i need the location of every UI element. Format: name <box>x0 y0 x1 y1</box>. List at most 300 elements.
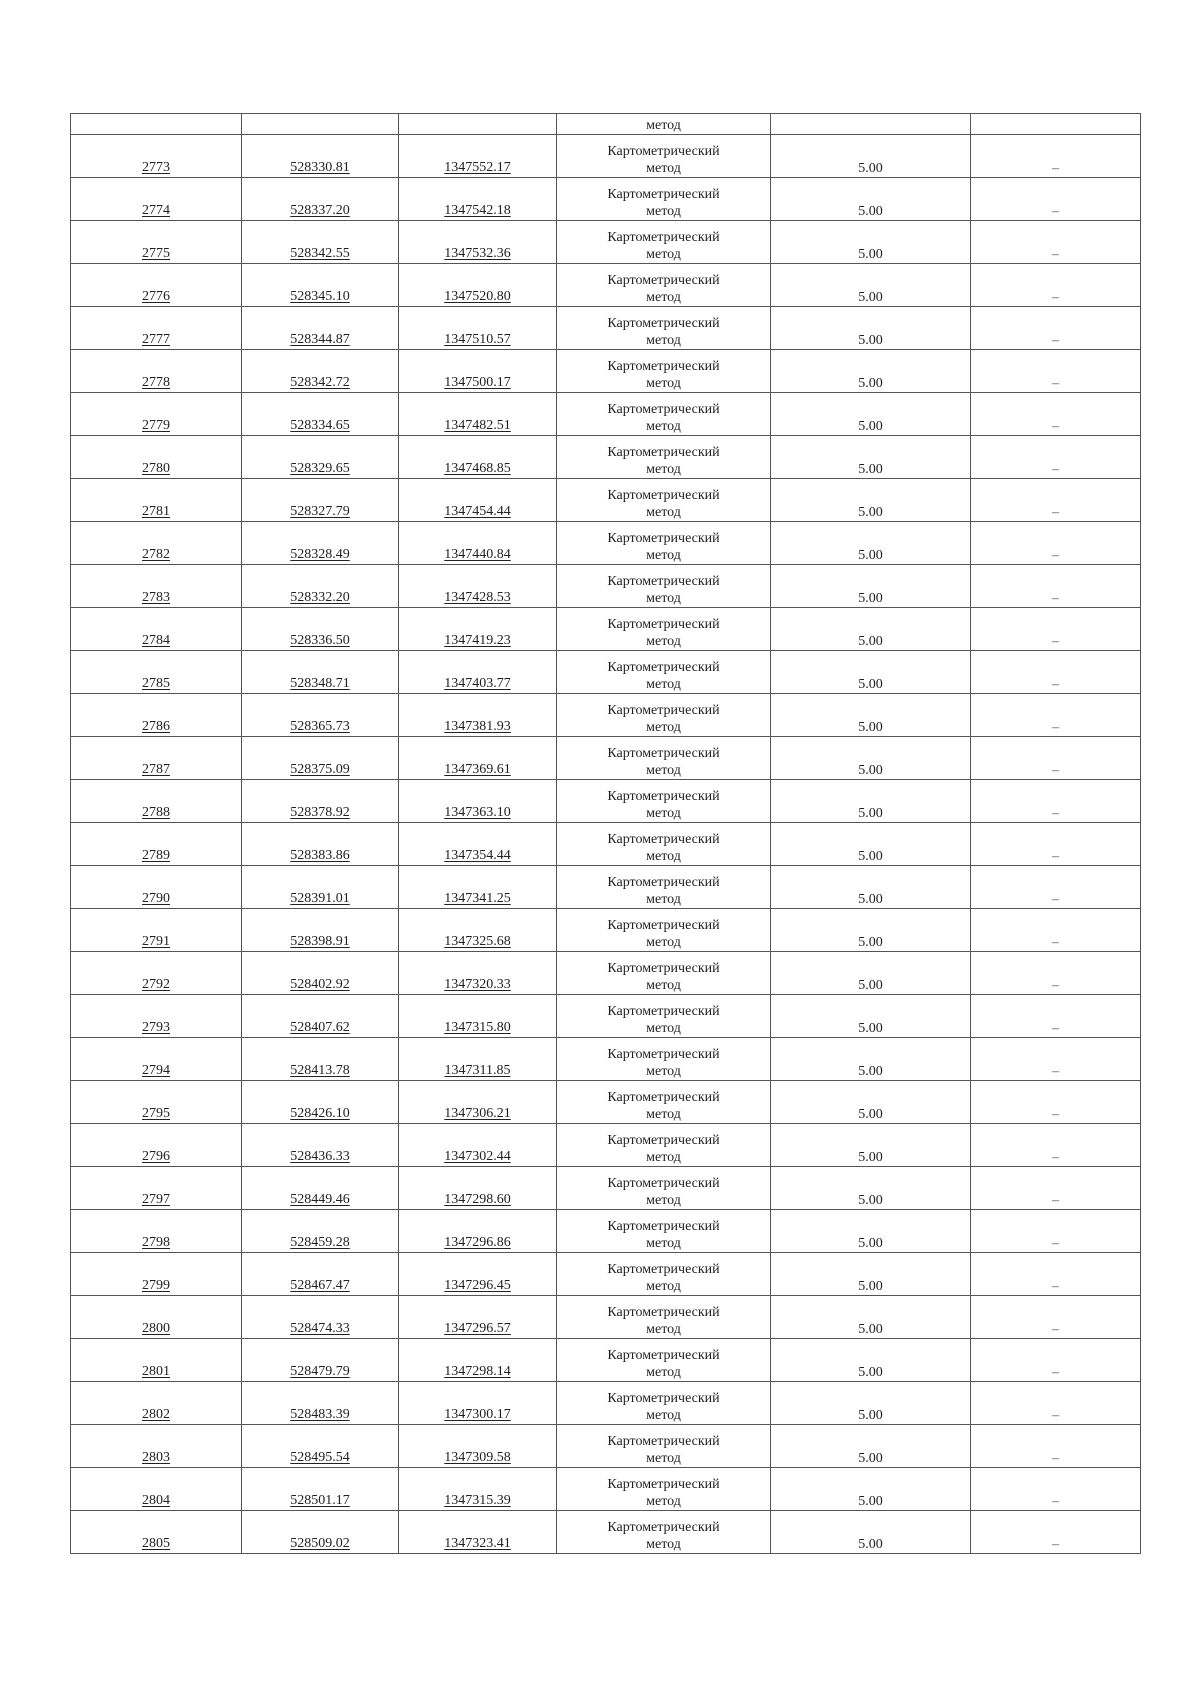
method-line1: Картометрический <box>607 1477 720 1492</box>
y-cell <box>399 608 557 651</box>
y-coordinate: 1347302.44 <box>444 1149 511 1164</box>
error-cell <box>771 264 971 307</box>
error-value: 5.00 <box>858 1537 883 1552</box>
x-coordinate: 528378.92 <box>290 805 350 820</box>
method-line1: Картометрический <box>607 1219 720 1234</box>
method-line2: метод <box>646 763 681 778</box>
x-cell <box>242 1038 399 1081</box>
x-cell <box>242 436 399 479</box>
method-line2: метод <box>646 161 681 176</box>
point-cell <box>71 1382 242 1425</box>
method-cell <box>557 1124 771 1167</box>
error-cell <box>771 479 971 522</box>
y-cell <box>399 1081 557 1124</box>
point-number: 2787 <box>142 762 170 777</box>
point-number: 2804 <box>142 1493 170 1508</box>
x-cell <box>242 1124 399 1167</box>
method-line1: Картометрический <box>607 1348 720 1363</box>
note-value: – <box>1052 505 1059 520</box>
y-coordinate: 1347482.51 <box>444 418 511 433</box>
method-cell <box>557 565 771 608</box>
y-coordinate: 1347298.60 <box>444 1192 511 1207</box>
y-cell <box>399 780 557 823</box>
note-value: – <box>1052 1021 1059 1036</box>
note-cell <box>971 1124 1141 1167</box>
note-value: – <box>1052 1408 1059 1423</box>
x-coordinate: 528398.91 <box>290 934 350 949</box>
note-value: – <box>1052 1365 1059 1380</box>
y-coordinate: 1347381.93 <box>444 719 511 734</box>
point-cell <box>71 178 242 221</box>
point-cell <box>71 1511 242 1554</box>
method-tail: метод <box>646 118 681 133</box>
y-cell <box>399 823 557 866</box>
method-cell <box>557 350 771 393</box>
error-value: 5.00 <box>858 935 883 950</box>
method-line1: Картометрический <box>607 1004 720 1019</box>
note-cell <box>971 608 1141 651</box>
error-cell <box>771 866 971 909</box>
table-row <box>71 1425 1141 1468</box>
x-cell <box>242 350 399 393</box>
point-cell <box>71 1124 242 1167</box>
y-coordinate: 1347510.57 <box>444 332 511 347</box>
note-cell <box>971 114 1141 135</box>
method-cell <box>557 1167 771 1210</box>
method-line1: Картометрический <box>607 832 720 847</box>
y-coordinate: 1347309.58 <box>444 1450 511 1465</box>
point-number: 2789 <box>142 848 170 863</box>
method-cell <box>557 436 771 479</box>
x-cell <box>242 307 399 350</box>
x-cell <box>242 1511 399 1554</box>
x-coordinate: 528328.49 <box>290 547 350 562</box>
method-cell <box>557 1425 771 1468</box>
table-row <box>71 479 1141 522</box>
x-coordinate: 528467.47 <box>290 1278 350 1293</box>
note-cell <box>971 1167 1141 1210</box>
error-cell <box>771 522 971 565</box>
point-number: 2785 <box>142 676 170 691</box>
point-cell <box>71 1296 242 1339</box>
table-row <box>71 221 1141 264</box>
note-value: – <box>1052 1236 1059 1251</box>
x-coordinate: 528426.10 <box>290 1106 350 1121</box>
point-cell <box>71 350 242 393</box>
point-number: 2774 <box>142 203 170 218</box>
error-cell <box>771 780 971 823</box>
x-cell <box>242 1253 399 1296</box>
table-row <box>71 1382 1141 1425</box>
x-cell <box>242 780 399 823</box>
table-row <box>71 393 1141 436</box>
method-cell <box>557 823 771 866</box>
method-line1: Картометрический <box>607 789 720 804</box>
method-cell <box>557 995 771 1038</box>
table-row <box>71 565 1141 608</box>
note-cell <box>971 479 1141 522</box>
point-cell <box>71 135 242 178</box>
error-value: 5.00 <box>858 505 883 520</box>
method-line1: Картометрический <box>607 1391 720 1406</box>
y-cell <box>399 114 557 135</box>
note-value: – <box>1052 1537 1059 1552</box>
y-coordinate: 1347468.85 <box>444 461 511 476</box>
note-cell <box>971 780 1141 823</box>
method-line2: метод <box>646 591 681 606</box>
point-number: 2788 <box>142 805 170 820</box>
method-line2: метод <box>646 892 681 907</box>
note-cell <box>971 1382 1141 1425</box>
method-line1: Картометрический <box>607 316 720 331</box>
point-number: 2798 <box>142 1235 170 1250</box>
method-cell <box>557 1339 771 1382</box>
point-cell <box>71 909 242 952</box>
error-value: 5.00 <box>858 677 883 692</box>
table-row <box>71 1210 1141 1253</box>
error-value: 5.00 <box>858 763 883 778</box>
y-cell <box>399 307 557 350</box>
x-coordinate: 528365.73 <box>290 719 350 734</box>
y-coordinate: 1347323.41 <box>444 1536 511 1551</box>
error-cell <box>771 178 971 221</box>
note-cell <box>971 1210 1141 1253</box>
y-cell <box>399 1253 557 1296</box>
y-coordinate: 1347369.61 <box>444 762 511 777</box>
error-cell <box>771 823 971 866</box>
error-cell <box>771 1167 971 1210</box>
note-value: – <box>1052 677 1059 692</box>
note-value: – <box>1052 1150 1059 1165</box>
table-row <box>71 1081 1141 1124</box>
error-value: 5.00 <box>858 247 883 262</box>
error-value: 5.00 <box>858 892 883 907</box>
x-coordinate: 528342.72 <box>290 375 350 390</box>
y-coordinate: 1347296.86 <box>444 1235 511 1250</box>
y-cell <box>399 1167 557 1210</box>
method-line1: Картометрический <box>607 1090 720 1105</box>
y-coordinate: 1347363.10 <box>444 805 511 820</box>
y-coordinate: 1347520.80 <box>444 289 511 304</box>
y-cell <box>399 135 557 178</box>
error-cell <box>771 1124 971 1167</box>
note-cell <box>971 1425 1141 1468</box>
point-cell <box>71 1167 242 1210</box>
method-line2: метод <box>646 548 681 563</box>
error-value: 5.00 <box>858 548 883 563</box>
y-coordinate: 1347440.84 <box>444 547 511 562</box>
point-number: 2777 <box>142 332 170 347</box>
error-cell <box>771 952 971 995</box>
x-cell <box>242 178 399 221</box>
note-cell <box>971 1468 1141 1511</box>
method-line2: метод <box>646 1537 681 1552</box>
note-value: – <box>1052 1451 1059 1466</box>
method-line2: метод <box>646 204 681 219</box>
method-line1: Картометрический <box>607 918 720 933</box>
x-cell <box>242 737 399 780</box>
method-line1: Картометрический <box>607 1434 720 1449</box>
note-cell <box>971 1511 1141 1554</box>
table-row <box>71 952 1141 995</box>
table-row <box>71 995 1141 1038</box>
note-value: – <box>1052 462 1059 477</box>
method-line1: Картометрический <box>607 617 720 632</box>
method-cell <box>557 1382 771 1425</box>
table-row <box>71 737 1141 780</box>
point-cell <box>71 823 242 866</box>
error-value: 5.00 <box>858 161 883 176</box>
y-coordinate: 1347320.33 <box>444 977 511 992</box>
point-number: 2783 <box>142 590 170 605</box>
error-cell <box>771 995 971 1038</box>
error-cell <box>771 1038 971 1081</box>
note-value: – <box>1052 333 1059 348</box>
method-line1: Картометрический <box>607 488 720 503</box>
error-value: 5.00 <box>858 1494 883 1509</box>
x-cell <box>242 393 399 436</box>
method-cell <box>557 780 771 823</box>
error-cell <box>771 1253 971 1296</box>
method-line2: метод <box>646 1236 681 1251</box>
y-coordinate: 1347454.44 <box>444 504 511 519</box>
error-cell <box>771 350 971 393</box>
table-row <box>71 823 1141 866</box>
y-cell <box>399 1296 557 1339</box>
point-number: 2786 <box>142 719 170 734</box>
note-value: – <box>1052 978 1059 993</box>
x-cell <box>242 264 399 307</box>
error-value: 5.00 <box>858 290 883 305</box>
error-value: 5.00 <box>858 1021 883 1036</box>
x-cell <box>242 221 399 264</box>
method-cell <box>557 909 771 952</box>
error-value: 5.00 <box>858 1279 883 1294</box>
method-cell <box>557 178 771 221</box>
method-cell <box>557 1296 771 1339</box>
note-value: – <box>1052 161 1059 176</box>
y-cell <box>399 952 557 995</box>
method-line2: метод <box>646 978 681 993</box>
error-value: 5.00 <box>858 1150 883 1165</box>
y-coordinate: 1347419.23 <box>444 633 511 648</box>
x-coordinate: 528344.87 <box>290 332 350 347</box>
point-number: 2778 <box>142 375 170 390</box>
x-coordinate: 528436.33 <box>290 1149 350 1164</box>
error-cell <box>771 565 971 608</box>
note-cell <box>971 307 1141 350</box>
point-cell <box>71 264 242 307</box>
note-cell <box>971 737 1141 780</box>
error-cell <box>771 135 971 178</box>
note-cell <box>971 135 1141 178</box>
table-row <box>71 307 1141 350</box>
error-value: 5.00 <box>858 462 883 477</box>
error-cell <box>771 1468 971 1511</box>
y-coordinate: 1347315.39 <box>444 1493 511 1508</box>
method-cell <box>557 114 771 135</box>
point-cell <box>71 694 242 737</box>
point-cell <box>71 393 242 436</box>
error-cell <box>771 393 971 436</box>
x-cell <box>242 651 399 694</box>
error-value: 5.00 <box>858 1107 883 1122</box>
note-value: – <box>1052 1322 1059 1337</box>
point-number: 2803 <box>142 1450 170 1465</box>
method-cell <box>557 1253 771 1296</box>
note-value: – <box>1052 591 1059 606</box>
method-line2: метод <box>646 1193 681 1208</box>
x-cell <box>242 1468 399 1511</box>
y-coordinate: 1347552.17 <box>444 160 511 175</box>
y-cell <box>399 1382 557 1425</box>
error-cell <box>771 1296 971 1339</box>
x-coordinate: 528342.55 <box>290 246 350 261</box>
table-row <box>71 909 1141 952</box>
y-cell <box>399 178 557 221</box>
y-cell <box>399 350 557 393</box>
point-number: 2799 <box>142 1278 170 1293</box>
note-value: – <box>1052 892 1059 907</box>
method-cell <box>557 264 771 307</box>
x-cell <box>242 823 399 866</box>
method-line2: метод <box>646 806 681 821</box>
x-coordinate: 528332.20 <box>290 590 350 605</box>
y-cell <box>399 264 557 307</box>
x-cell <box>242 114 399 135</box>
y-coordinate: 1347315.80 <box>444 1020 511 1035</box>
point-cell <box>71 307 242 350</box>
x-cell <box>242 522 399 565</box>
y-cell <box>399 1038 557 1081</box>
point-cell <box>71 221 242 264</box>
point-cell <box>71 952 242 995</box>
point-cell <box>71 995 242 1038</box>
x-coordinate: 528327.79 <box>290 504 350 519</box>
x-coordinate: 528402.92 <box>290 977 350 992</box>
note-cell <box>971 393 1141 436</box>
point-cell <box>71 1253 242 1296</box>
x-cell <box>242 952 399 995</box>
point-cell <box>71 1210 242 1253</box>
point-cell <box>71 479 242 522</box>
x-cell <box>242 866 399 909</box>
point-number: 2784 <box>142 633 170 648</box>
y-cell <box>399 1124 557 1167</box>
table-row <box>71 1511 1141 1554</box>
table-row <box>71 135 1141 178</box>
method-line1: Картометрический <box>607 1262 720 1277</box>
point-cell <box>71 565 242 608</box>
note-value: – <box>1052 247 1059 262</box>
table-row <box>71 866 1141 909</box>
point-cell <box>71 608 242 651</box>
error-value: 5.00 <box>858 720 883 735</box>
method-line2: метод <box>646 1365 681 1380</box>
error-cell <box>771 114 971 135</box>
error-cell <box>771 909 971 952</box>
x-coordinate: 528348.71 <box>290 676 350 691</box>
method-line1: Картометрический <box>607 1047 720 1062</box>
table-row <box>71 1253 1141 1296</box>
x-coordinate: 528449.46 <box>290 1192 350 1207</box>
table-row <box>71 178 1141 221</box>
y-coordinate: 1347298.14 <box>444 1364 511 1379</box>
y-cell <box>399 909 557 952</box>
point-number: 2776 <box>142 289 170 304</box>
point-cell <box>71 1038 242 1081</box>
point-number: 2775 <box>142 246 170 261</box>
note-cell <box>971 1339 1141 1382</box>
x-coordinate: 528375.09 <box>290 762 350 777</box>
y-cell <box>399 1339 557 1382</box>
note-cell <box>971 522 1141 565</box>
note-cell <box>971 866 1141 909</box>
y-cell <box>399 436 557 479</box>
point-number: 2781 <box>142 504 170 519</box>
point-cell <box>71 1468 242 1511</box>
x-cell <box>242 995 399 1038</box>
note-cell <box>971 436 1141 479</box>
method-cell <box>557 608 771 651</box>
error-value: 5.00 <box>858 419 883 434</box>
method-line1: Картометрический <box>607 144 720 159</box>
point-cell <box>71 1081 242 1124</box>
y-cell <box>399 393 557 436</box>
y-cell <box>399 694 557 737</box>
error-value: 5.00 <box>858 1408 883 1423</box>
y-coordinate: 1347341.25 <box>444 891 511 906</box>
method-cell <box>557 737 771 780</box>
point-number: 2794 <box>142 1063 170 1078</box>
method-cell <box>557 135 771 178</box>
error-value: 5.00 <box>858 591 883 606</box>
y-cell <box>399 479 557 522</box>
method-line1: Картометрический <box>607 273 720 288</box>
method-line2: метод <box>646 1064 681 1079</box>
method-line2: метод <box>646 376 681 391</box>
x-cell <box>242 1296 399 1339</box>
method-line1: Картометрический <box>607 1520 720 1535</box>
table-row <box>71 436 1141 479</box>
error-cell <box>771 1511 971 1554</box>
method-line2: метод <box>646 333 681 348</box>
x-cell <box>242 694 399 737</box>
method-line2: метод <box>646 1494 681 1509</box>
x-cell <box>242 135 399 178</box>
method-line1: Картометрический <box>607 359 720 374</box>
y-cell <box>399 1468 557 1511</box>
note-cell <box>971 823 1141 866</box>
table-row <box>71 651 1141 694</box>
table-row <box>71 1124 1141 1167</box>
note-value: – <box>1052 763 1059 778</box>
point-cell <box>71 866 242 909</box>
y-cell <box>399 995 557 1038</box>
error-cell <box>771 221 971 264</box>
error-cell <box>771 1382 971 1425</box>
method-line2: метод <box>646 1451 681 1466</box>
error-value: 5.00 <box>858 1236 883 1251</box>
table-row <box>71 1468 1141 1511</box>
table-row <box>71 1038 1141 1081</box>
table-row <box>71 608 1141 651</box>
note-value: – <box>1052 376 1059 391</box>
point-cell <box>71 651 242 694</box>
x-coordinate: 528501.17 <box>290 1493 350 1508</box>
error-value: 5.00 <box>858 1322 883 1337</box>
coordinates-table-body <box>71 114 1141 1554</box>
